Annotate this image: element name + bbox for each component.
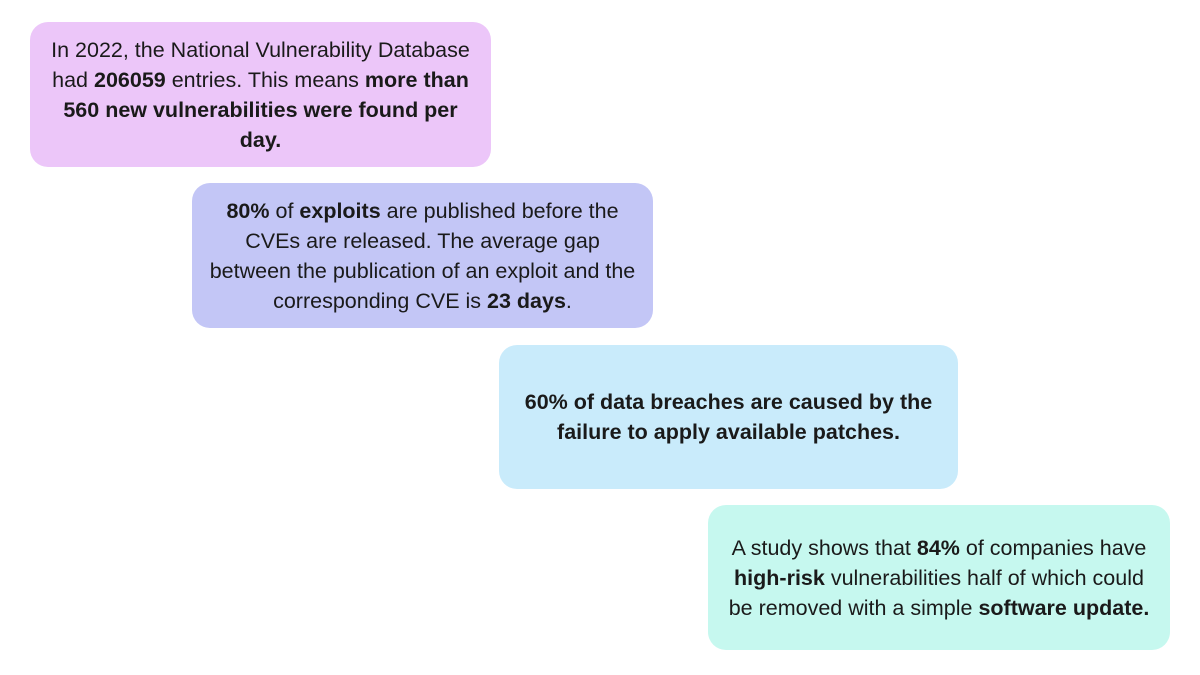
- text-segment-bold: software update.: [978, 595, 1150, 620]
- card-text: [46, 35, 475, 155]
- text-segment: vulnerabilities half of which could be removed with a simple: [728, 565, 1144, 620]
- stat-card-nvd-entries: [30, 22, 491, 167]
- text-segment: In 2022, the National Vulnerability Database had: [51, 37, 470, 92]
- text-segment-bold: 23 days: [487, 288, 566, 313]
- stat-card-exploits: [192, 183, 653, 328]
- card-text: [724, 533, 1154, 623]
- stat-card-data-breaches: [499, 345, 958, 489]
- text-segment-bold: 206059: [94, 67, 166, 92]
- card-text: [208, 196, 637, 316]
- text-segment: .: [565, 288, 572, 313]
- text-segment: A study shows that: [731, 535, 917, 560]
- text-segment-bold: exploits: [299, 198, 381, 223]
- card-text: [515, 387, 942, 447]
- text-segment: of: [269, 198, 300, 223]
- text-segment-bold: 80%: [226, 198, 270, 223]
- text-segment-bold: 60% of data breaches are caused by the failure to apply available patches.: [524, 390, 933, 444]
- text-segment-bold: 84%: [916, 535, 960, 560]
- stat-card-high-risk: [708, 505, 1170, 650]
- text-segment-bold: more than 560 new vulnerabilities were found per day.: [63, 67, 469, 152]
- text-segment-bold: high-risk: [734, 565, 825, 590]
- text-segment: entries. This means: [165, 67, 365, 92]
- text-segment: are published before the CVEs are released. The average gap between the publication of an exploit and the corresponding CVE is: [209, 198, 636, 313]
- text-segment: of companies have: [959, 535, 1147, 560]
